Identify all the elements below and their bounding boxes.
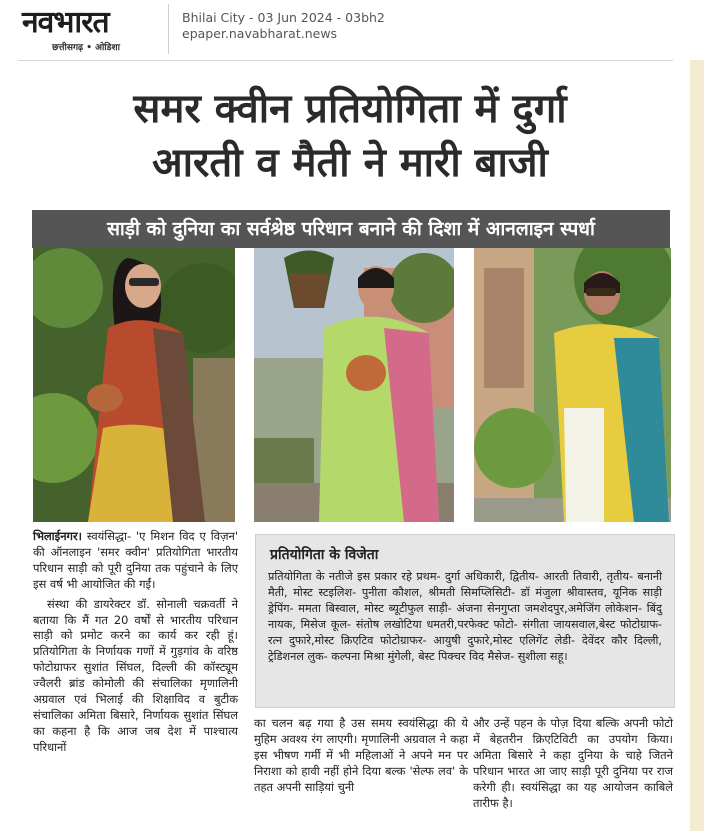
article-column-2: का चलन बढ़ गया है उस समय स्वयंसिद्धा की ये मुहिम अवश्य रंग लाएगी। मृणालिनी अग्रवाल ने कहा इस भीषण गर्मी में भी महिलाओं ने अपने मन पर निराशा को हावी नहीं होने दिया बल्क 'सेल्फ लव' के तहत अपनी साड़ियां चुनी	[254, 716, 468, 794]
headline-line-1: समर क्वीन प्रतियोगिता में दुर्गा	[133, 86, 567, 132]
article-headline	[30, 82, 670, 190]
masthead-divider	[18, 60, 673, 61]
winners-box	[255, 534, 675, 708]
logo-text: नवभारत	[22, 5, 109, 40]
edition-dateline: Bhilai City - 03 Jun 2024 - 03bh2	[182, 10, 385, 25]
headline-line-2: आरती व मैती ने मारी बाजी	[152, 140, 548, 186]
paragraph-2: संस्था की डायरेक्टर डॉ. सोनाली चक्रवर्ती ने बताया कि मैं गत 20 वर्षों से भारतीय परिधान साड़ी को प्रमोट करने का कार्य कर रही हूं। प्रतियोगिता के निर्णायक गणों में गुड़गांव के वरिष्ठ फोटोग्राफर सुशांत सिंघल, दिल्ली की कॉस्ट्यूम ज्वैलरी ब्रांड कोमोली की संचालिका मृणालिनी अग्रवाल एवं भिलाई की शिक्षाविद व बुटीक संचालिका अमिता बिसारे, निर्णायक सुशांत सिंघल का कहना है कि आज जब देश में पाश्चात्य परिधानों	[33, 596, 238, 754]
woman-in-yellow-saree-photo	[474, 248, 671, 522]
page-edge-strip	[690, 60, 704, 831]
article-column-3: और उन्हें पहन के पोज़ दिया बल्कि अपनी फोटो में बेहतरीन क्रिएटिविटी का उपयोग किया। अमिता बिसारे ने कहा दुनिया के चाहे जितने परिधान भारत आ जाए साड़ी पूरी दुनिया पर राज करेगी ही। स्वयंसिद्धा का यह आयोजन काबिले तारीफ है।	[473, 716, 673, 810]
epaper-url[interactable]: epaper.navabharat.news	[182, 26, 338, 41]
masthead	[18, 4, 673, 56]
edition-info	[182, 10, 385, 42]
newspaper-logo[interactable]	[18, 4, 169, 54]
winners-title: प्रतियोगिता के विजेता	[270, 547, 379, 563]
dateline: भिलाईनगर।	[33, 529, 82, 543]
winners-list: प्रतियोगिता के नतीजे इस प्रकार रहे प्रथम- दुर्गा अधिकारी, द्वितीय- आरती तिवारी, तृतीय- बनानी मैती, मोस्ट स्टइलिश- पुनीता कौशल, श्रीमती सिमप्लिसिटी- डॉ मंजुला श्रीवास्तव, यूनिक साड़ी ड्रेपिंग- ममता बिस्वाल, मोस्ट ब्यूटीफुल साड़ी- अंजना सेनगुप्ता जमशेदपुर,अमेजिंग लोकेशन- बिंदु नायक, मिसेज कूल- संतोष लखोटिया धमतरी,परफेक्ट फोटो- संगीता जायसवाल,बेस्ट फोटोग्राफ- रत्न दुफारे,मोस्ट क्रिएटिव फोटोग्राफर- आयुषी दुफारे,मोस्ट एलिगेंट लेडी- देवेंदर कौर दिल्ली, ट्रेडिशनल लुक- कल्पना मिश्रा मुंगेली, बेस्ट पिक्चर विद मैसेज- सुशीला सहू।	[268, 570, 662, 663]
woman-in-green-saree-with-pot-photo	[254, 248, 454, 522]
paragraph-1-text: स्वयंसिद्धा- 'ए मिशन विद ए विज़न' की ऑनलाइन 'समर क्वीन' प्रतियोगिता भारतीय परिधान साड़ी को पूरी दुनिया तक पहुंचाने के लिए इस वर्ष भी आयोजित की गईं।	[33, 529, 238, 591]
paragraph-1	[33, 529, 238, 593]
subheadline-bar: साड़ी को दुनिया का सर्वश्रेष्ठ परिधान बनाने की दिशा में आनलाइन स्पर्धा	[32, 210, 670, 248]
logo-subtitle: छत्तीसगढ़ • ओडिशा	[52, 43, 120, 53]
article-column-1	[33, 529, 238, 760]
woman-in-saree-with-pot-photo	[33, 248, 235, 522]
